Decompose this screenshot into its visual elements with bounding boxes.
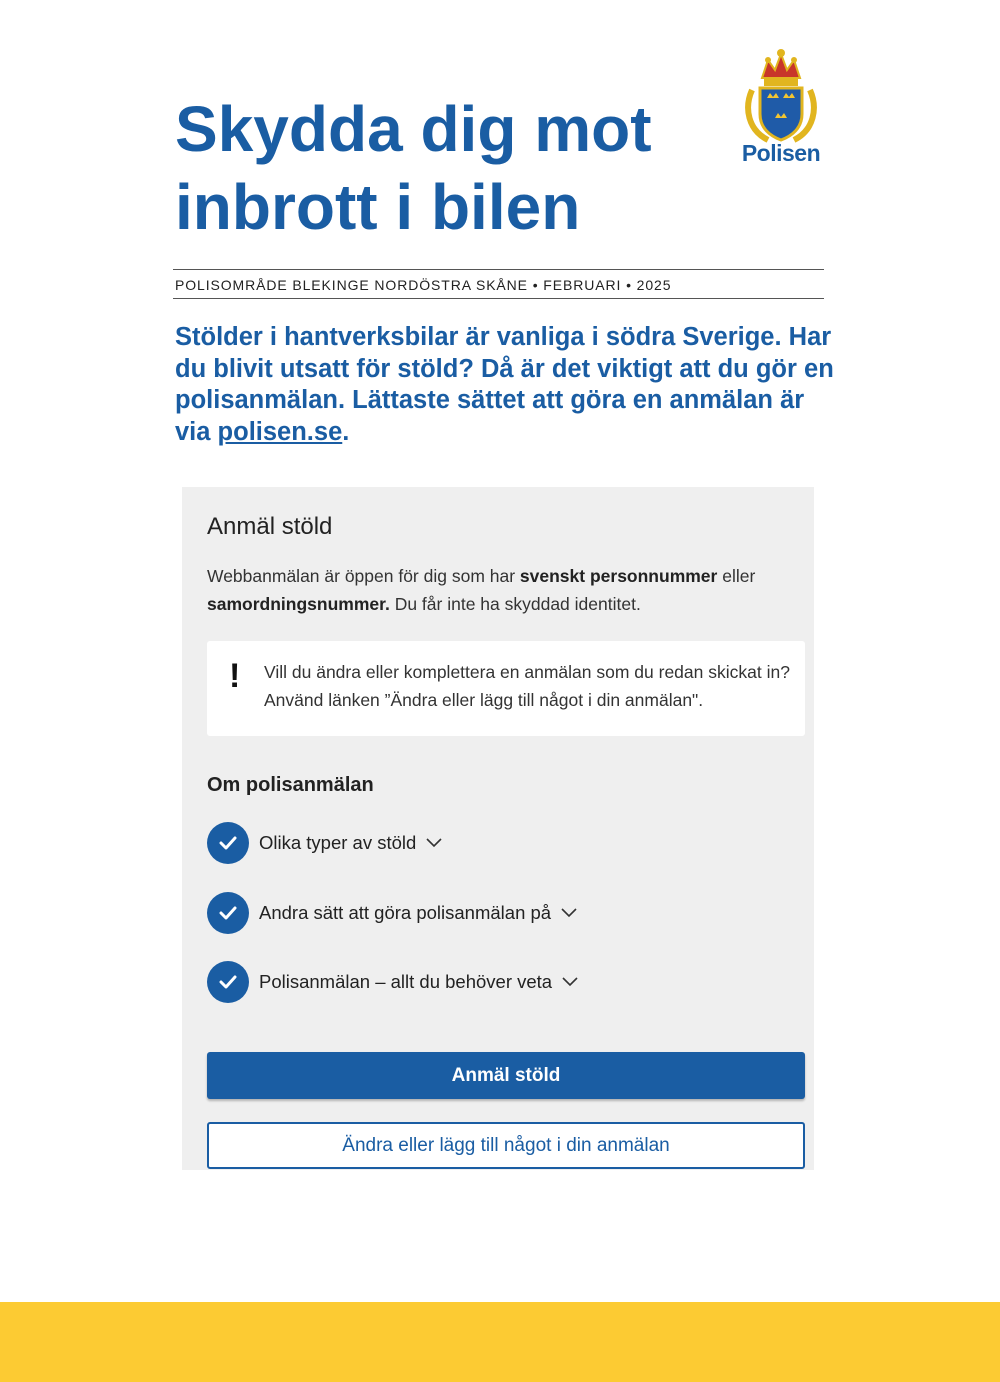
chevron-down-icon [426,838,442,848]
accordion-label: Andra sätt att göra polisanmälan på [259,902,552,923]
logo-wordmark: Polisen [741,140,821,166]
report-theft-button[interactable]: Anmäl stöld [207,1052,805,1099]
page-title: Skydda dig mot inbrott i bilen [175,93,652,243]
panel-intro [207,562,787,618]
chevron-down-icon [561,908,577,918]
report-theft-panel [182,487,814,1170]
bottom-divider [173,298,824,299]
lead-suffix: . [342,417,350,446]
intro-bold-2: samordningsnummer. [207,594,390,614]
polisen-link[interactable]: polisen.se [217,417,343,446]
notice-box [207,641,805,736]
section-heading: Om polisanmälan [207,774,374,796]
chevron-down-icon [562,977,578,987]
intro-bold-1: svenskt personnummer [519,566,718,586]
edit-report-button[interactable]: Ändra eller lägg till något i din anmälan [207,1122,805,1169]
accordion-item-other-ways[interactable] [207,890,577,936]
exclamation-icon: ! [229,657,241,695]
lead-paragraph [175,322,835,448]
district-date-line: POLISOMRÅDE BLEKINGE NORDÖSTRA SKÅNE • FEBRUARI • 2025 [175,277,672,293]
notice-text: Vill du ändra eller komplettera en anmälan som du redan skickat in? Använd länken ”Ändra eller lägg till något i din anmälan". [264,662,790,710]
check-circle-icon [207,961,249,1003]
accordion-label: Olika typer av stöld [259,832,417,853]
accordion-item-theft-types[interactable] [207,820,442,866]
panel-title: Anmäl stöld [207,513,333,540]
check-circle-icon [207,822,249,864]
crest-icon [738,48,824,144]
lead-text: Stölder i hantverksbilar är vanliga i södra Sverige. Har du blivit utsatt för stöld? Då är det viktigt att du gör en polisanmälan. Lättaste sättet att göra en anmälan är via [175,323,834,446]
intro-text-3: Du får inte ha skyddad identitet. [389,594,641,614]
footer-band [0,1302,1000,1382]
intro-text-2: eller [717,566,756,586]
accordion-label: Polisanmälan – allt du behöver veta [259,971,553,992]
check-circle-icon [207,892,249,934]
accordion-item-all-you-need[interactable] [207,959,578,1005]
top-divider [173,269,824,270]
intro-text-1: Webbanmälan är öppen för dig som har [207,566,520,586]
